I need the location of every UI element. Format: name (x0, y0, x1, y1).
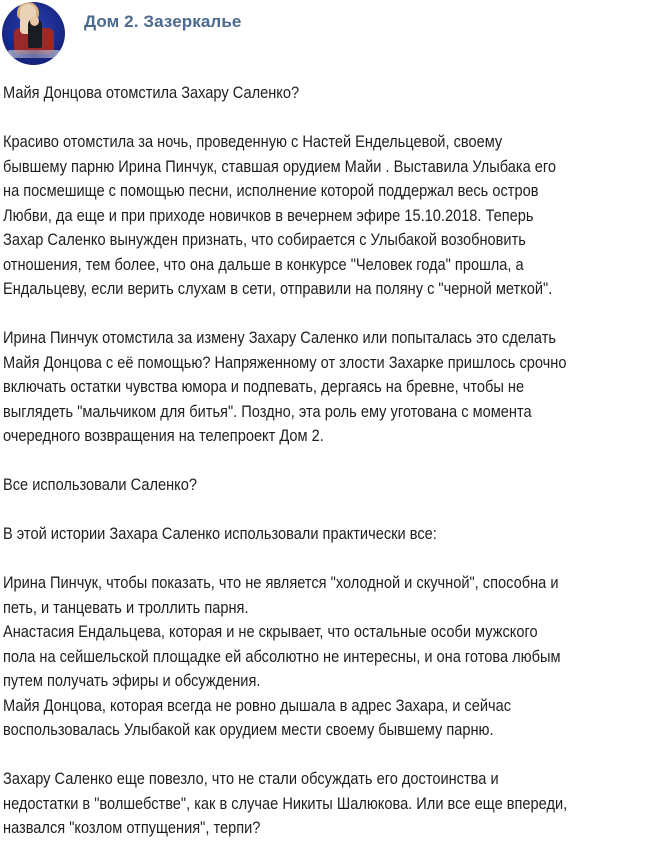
list-item-line: петь, и танцевать и троллить парня. (3, 598, 249, 617)
avatar-caption (8, 50, 60, 58)
paragraph2-line: очередного возвращения на телепроект Дом 2. (3, 427, 324, 445)
paragraph2-line: выглядеть "мальчиком для битья". Поздно, эта роль ему уготована с момента (3, 402, 532, 421)
paragraph1-line: отношения, тем более, что она дальше в конкурсе "Человек года" прошла, а (3, 255, 524, 274)
paragraph1-line: Ендальцеву, если верить слухам в сети, отправили на поляну с "черной меткой". (3, 280, 553, 298)
paragraph1-line: на посмешище с помощью песни, исполнение которой поддержал весь остров (3, 182, 539, 200)
post-body (3, 81, 669, 841)
post-header (0, 0, 670, 70)
community-title-link[interactable]: Дом 2. Зазеркалье (84, 12, 242, 31)
conclusion-line: недостатки в "волшебстве", как в случае Никиты Шалюкова. Или все еще впереди, (3, 794, 568, 813)
list-item-line: путем получать эфиры и обсуждения. (3, 672, 261, 690)
list-intro: В этой истории Захара Саленко использовали практически все: (3, 525, 437, 543)
paragraph2-line: включать остатки чувства юмора и подпевать, дергаясь на бревне, чтобы не (3, 378, 525, 396)
paragraph1-line: бывшему парню Ирина Пинчук, ставшая орудием Майи . Выставила Улыбака его (3, 157, 557, 176)
conclusion-line: назвался "козлом отпущения", терпи? (3, 819, 261, 837)
paragraph1-line: Любви, да еще и при приходе новичков в вечернем эфире 15.10.2018. Теперь (3, 206, 534, 225)
list-item-line: пола на сейшельской площадке ей абсолютно не интересны, и она готова любым (3, 647, 561, 666)
list-item-line: Майя Донцова, которая всегда не ровно дышала в адрес Захара, и сейчас (3, 696, 512, 715)
avatar-figure-face (30, 16, 39, 26)
list-item-line: Ирина Пинчук, чтобы показать, что не является "холодной и скучной", способна и (3, 574, 559, 592)
paragraph2-line: Майя Донцова с её помощью? Напряженному от злости Захарке пришлось срочно (3, 353, 567, 372)
conclusion-line: Захару Саленко еще повезло, что не стали обсуждать его достоинства и (3, 770, 499, 788)
post-heading: Майя Донцова отомстила Захару Саленко? (3, 84, 300, 102)
list-item-line: Анастасия Ендальцева, которая и не скрывает, что остальные особи мужского (3, 623, 538, 641)
post-subheading: Все использовали Саленко? (3, 476, 197, 494)
paragraph2-line: Ирина Пинчук отомстила за измену Захару Саленко или попыталась это сделать (3, 329, 557, 347)
community-avatar[interactable] (2, 2, 65, 65)
paragraph1-line: Красиво отомстила за ночь, проведенную с Настей Ендельцевой, своему (3, 133, 503, 151)
paragraph1-line: Захар Саленко вынужден признать, что собирается с Улыбакой возобновить (3, 231, 526, 249)
list-item-line: воспользовалась Улыбакой как орудием мести своему бывшему парню. (3, 721, 494, 739)
